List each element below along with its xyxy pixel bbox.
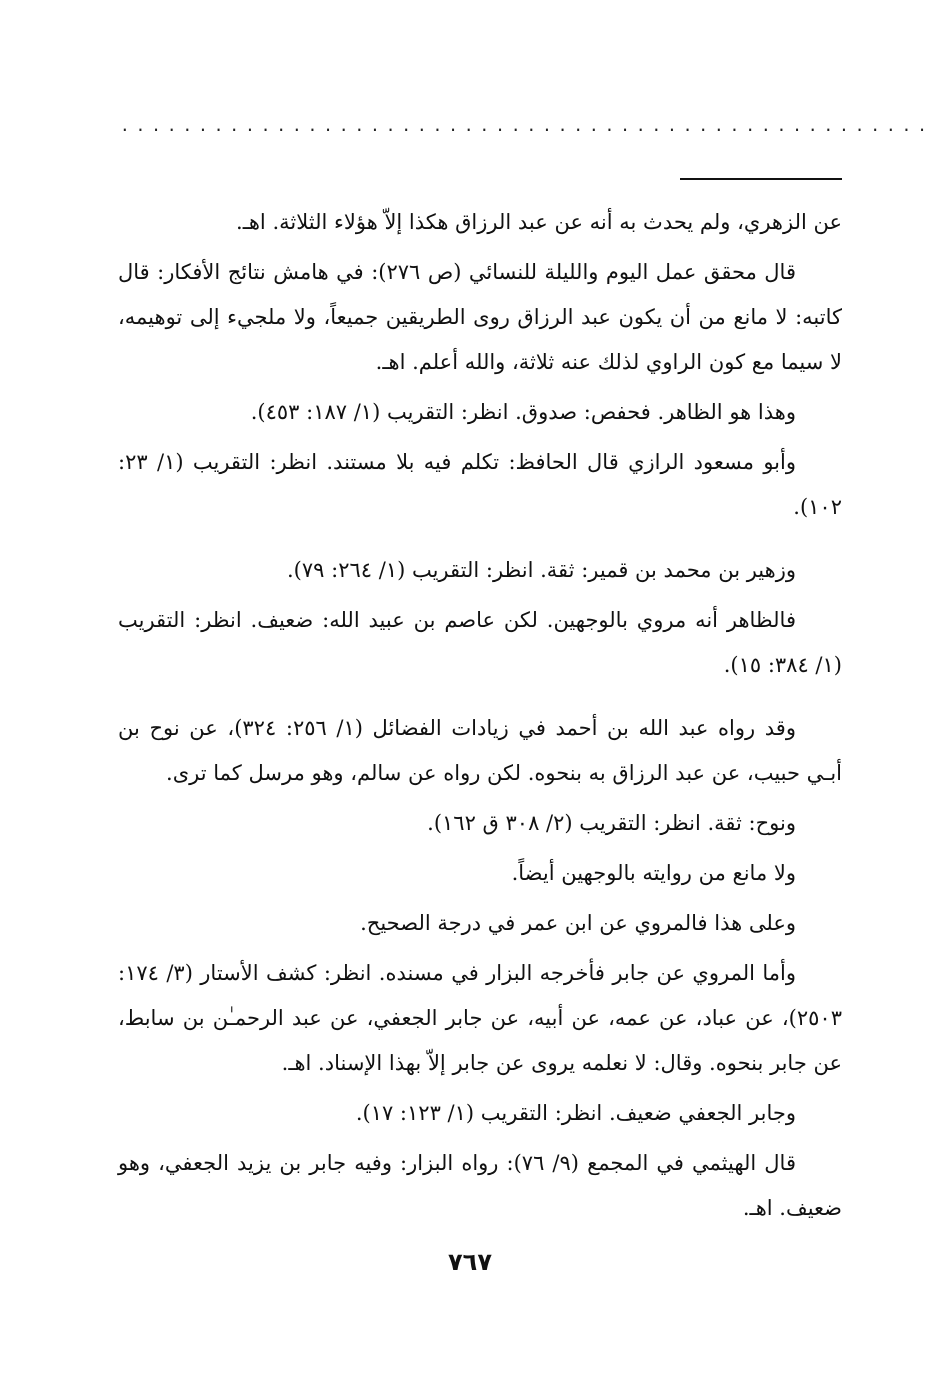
paragraph-1: عن الزهري، ولم يحدث به أنه عن عبد الرزاق هكذا إلاّ هؤلاء الثلاثة. اهـ. <box>236 210 842 234</box>
paragraph-5: وزهير بن محمد بن قمير: ثقة. انظر: التقريب (١/ ٢٦٤: ٧٩). <box>287 558 796 582</box>
paragraph-8: ونوح: ثقة. انظر: التقريب (٢/ ٣٠٨ ق ١٦٢). <box>427 811 796 835</box>
paragraph-2: قال محقق عمل اليوم والليلة للنسائي (ص ٢٧٦): في هامش نتائج الأفكار: قال كاتبه: لا مانع من أن يكون عبد الرزاق روى الطريقين جميعاً، ولا ملجيء إلى توهيمه، لا سيما مع كون الراوي لذلك عنه ثلاثة، والله أعلم. اهـ. <box>118 260 842 374</box>
paragraph-10: وعلى هذا فالمروي عن ابن عمر في درجة الصحيح. <box>360 911 796 935</box>
footnote-rule <box>680 178 842 180</box>
paragraph-12: وجابر الجعفي ضعيف. انظر: التقريب (١/ ١٢٣: ١٧). <box>355 1101 796 1125</box>
dotted-separator: .................................................... <box>120 116 933 135</box>
paragraph-3: وهذا هو الظاهر. فحفص: صدوق. انظر: التقريب (١/ ١٨٧: ٤٥٣). <box>250 400 796 424</box>
footnote-text <box>118 200 842 1236</box>
paragraph-9: ولا مانع من روايته بالوجهين أيضاً. <box>511 861 796 885</box>
paragraph-13: قال الهيثمي في المجمع (٩/ ٧٦): رواه البزار: وفيه جابر بن يزيد الجعفي، وهو ضعيف. اهـ. <box>118 1151 842 1220</box>
paragraph-6: فالظاهر أنه مروي بالوجهين. لكن عاصم بن عبيد الله: ضعيف. انظر: التقريب (١/ ٣٨٤: ١٥). <box>118 608 842 677</box>
paragraph-4: وأبو مسعود الرازي قال الحافظ: تكلم فيه بلا مستند. انظر: التقريب (١/ ٢٣: ١٠٢). <box>118 450 842 519</box>
page-number: ٧٦٧ <box>448 1248 492 1276</box>
paragraph-11: وأما المروي عن جابر فأخرجه البزار في مسنده. انظر: كشف الأستار (٣/ ١٧٤: ٢٥٠٣)، عن عباد، عن عمه، عن أبيه، عن جابر الجعفي، عن عبد الرحمـٰن بن سابط، عن جابر بنحوه. وقال: لا نعلمه يروى عن جابر إلاّ بهذا الإسناد. اهـ. <box>118 961 842 1075</box>
paragraph-7: وقد رواه عبد الله بن أحمد في زيادات الفضائل (١/ ٢٥٦: ٣٢٤)، عن نوح بن أبـي حبيب، عن عبد الرزاق به بنحوه. لكن رواه عن سالم، وهو مرسل كما ترى. <box>118 716 842 785</box>
